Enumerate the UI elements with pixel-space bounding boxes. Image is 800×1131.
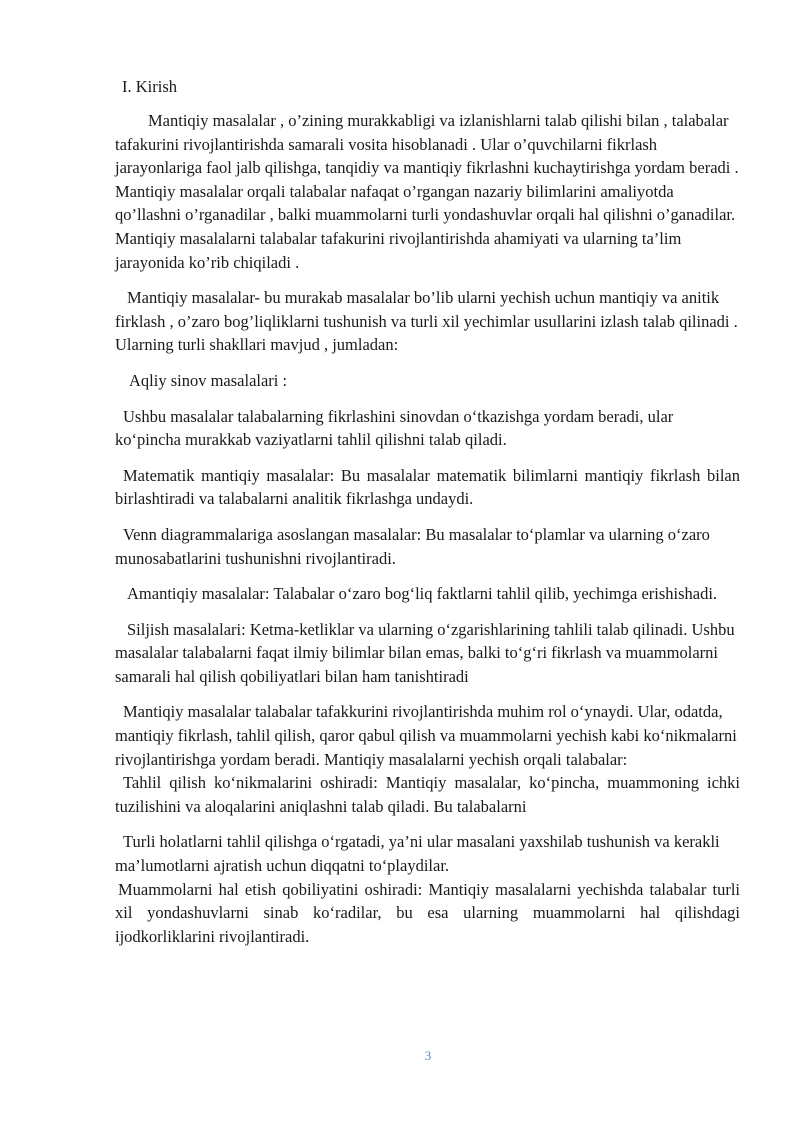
tahlil-paragraph: Tahlil qilish ko‘nikmalarini oshiradi: Mantiqiy masalalar, ko‘pincha, muammoning ichki tuzilishini va aloqalarini aniqlashni talab qiladi. Bu talabalarni — [115, 773, 740, 816]
turli-holatlar-paragraph: Turli holatlarni tahlil qilishga o‘rgatadi, ya’ni ular masalani yaxshilab tushunish va kerakli ma’lumotlarni ajratish uchun diqqatni to‘playdilar. — [115, 832, 720, 876]
siljish-paragraph: Siljish masalalari: Ketma-ketliklar va ularning o‘zgarishlarining tahlili talab qilinadi. Ushbu masalalar talabalarni faqat ilmiy bilimlar bilan emas, balki to‘g‘ri fikrlash va muammolarni samarali hal qilish qobiliyatlari bilan ham tanishtiradi — [115, 619, 735, 686]
importance-paragraph: Mantiqiy masalalar talabalar tafakkurini rivojlantirishda muhim rol o‘ynaydi. Ular, odatda, mantiqiy fikrlash, tahlil qilish, qaror qabul qilish va muammolarni yechish kabi ko‘nikmalarni rivojlantirishga yordam beradi. Mantiqiy masalalarni yechish orqali talabalar: — [115, 702, 737, 769]
venn-paragraph: Venn diagrammalariga asoslangan masalalar: Bu masalalar to‘plamlar va ularning o‘zaro munosabatlarini tushunishni rivojlantiradi. — [115, 524, 710, 568]
page-number: 3 — [424, 1048, 432, 1063]
page-content — [115, 76, 740, 960]
matematik-paragraph: Matematik mantiqiy masalalar: Bu masalalar matematik bilimlarni mantiqiy fikrlash bilan birlashtiradi va talabalarni analitik fikrlashga undaydi. — [115, 465, 740, 509]
intro-paragraph: Mantiqiy masalalar , o’zining murakkabligi va izlanishlarni talab qilishi bilan , talabalar tafakurini rivojlantirishda samarali vosita hisoblanadi . Ular o’quvchilarni fikrlash jarayonlariga faol jalb qilishga, tanqidiy va mantiqiy fikrlashni kuchaytirishga yordam beradi . Mantiqiy masalalar orqali talabalar nafaqat o’rgangan nazariy bilimlarini amaliyotda qo’llashni o’rganadilar , balki muammolarni turli yondashuvlar orqali hal qilishni o’ganadilar. Mantiqiy masalalarni talabalar tafakurini rivojlantirishda ahamiyati va ularning ta’lim jarayonida ko’rib chiqiladi . — [115, 111, 739, 272]
section-heading: I. Kirish — [122, 77, 177, 96]
aqliy-sinov-paragraph: Ushbu masalalar talabalarning fikrlashini sinovdan o‘tkazishga yordam beradi, ular ko‘pincha murakkab vaziyatlarni tahlil qilishni talab qiladi. — [115, 406, 674, 450]
muammolar-paragraph: Muammolarni hal etish qobiliyatini oshiradi: Mantiqiy masalalarni yechishda talabalar turli xil yondashuvlarni sinab ko‘radilar, bu esa ularning muammolarni hal qilishdagi ijodkorliklarini rivojlantiradi. — [115, 879, 740, 946]
aqliy-sinov-heading: Aqliy sinov masalalari : — [129, 370, 288, 390]
amantiqiy-paragraph: Amantiqiy masalalar: Talabalar o‘zaro bog‘liq faktlarni tahlil qilib, yechimga erishishadi. — [127, 584, 718, 604]
definition-paragraph: Mantiqiy masalalar- bu murakab masalalar bo’lib ularni yechish uchun mantiqiy va anitik firklash , o’zaro bog’liqliklarni tushunish va turli xil yechimlar usullarini izlash talab qilinadi . Ularning turli shakllari mavjud , jumladan: — [115, 288, 738, 355]
